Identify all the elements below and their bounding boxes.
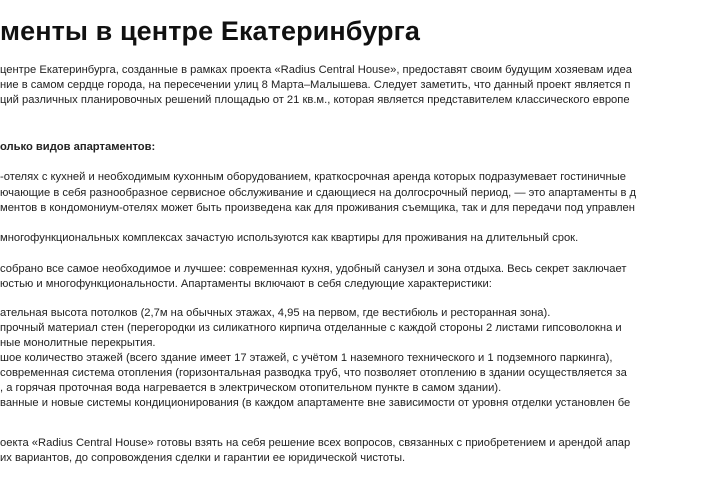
- types-line-1: -отелях с кухней и необходимым кухонным оборудованием, краткосрочная аренда которых подразумевает гостиничные: [0, 171, 626, 183]
- feature-line-4: шое количество этажей (всего здание имеет 17 этажей, с учётом 1 наземного технического и 1 подземного паркинга),: [0, 352, 613, 364]
- closing-line-2: их вариантов, до сопровождения сделки и гарантии ее юридической чистоты.: [0, 452, 406, 464]
- intro-line-1: центре Екатеринбурга, созданные в рамках проекта «Radius Central House», предоставят своим будущим хозяевам идеа: [0, 64, 632, 76]
- feature-line-5: современная система отопления (горизонтальная разводка труб, что позволяет отоплению в здании осуществляется за: [0, 367, 627, 379]
- intro-line-3: ций различных планировочных решений площадью от 21 кв.м., которая является представителем классического европе: [0, 94, 630, 106]
- feature-line-3: ные монолитные перекрытия.: [0, 337, 156, 349]
- features-intro-line-2: юстью и многофункциональности. Апартаменты включают в себя следующие характеристики:: [0, 278, 492, 290]
- closing-line-1: оекта «Radius Central House» готовы взять на себя решение всех вопросов, связанных с приобретением и арендой апар: [0, 437, 631, 449]
- types-line-3: ментов в кондомониум-отелях может быть произведена как для проживания съемщика, так и для передачи под управлен: [0, 202, 635, 214]
- intro-line-2: ние в самом сердце города, на пересечении улиц 8 Марта–Малышева. Следует заметить, что данный проект является п: [0, 79, 631, 91]
- types-heading: олько видов апартаментов:: [0, 141, 156, 153]
- feature-line-1: ательная высота потолков (2,7м на обычных этажах, 4,95 на первом, где вестибюль и ресторанная зона).: [0, 307, 551, 319]
- feature-line-2: прочный материал стен (перегородки из силикатного кирпича отделанные с каждой стороны 2 листами гипсоволокна и: [0, 322, 622, 334]
- types-line-2: ючающие в себя разнообразное сервисное обслуживание и сдающиеся на долгосрочный период, — это апартаменты в д: [0, 187, 637, 199]
- feature-line-7: ванные и новые системы кондиционирования (в каждом апартаменте вне зависимости от уровня отделки установлен бе: [0, 397, 631, 409]
- feature-line-6: , а горячая проточная вода нагревается в электрическом отопительном пункте в самом здании).: [0, 382, 502, 394]
- features-intro-line-1: собрано все самое необходимое и лучшее: современная кухня, удобный санузел и зона отдыха. Весь секрет заключает: [0, 263, 627, 275]
- page-title: менты в центре Екатеринбурга: [0, 16, 421, 46]
- multifunctional-line: многофункциональных комплексах зачастую используются как квартиры для проживания на длительный срок.: [0, 232, 579, 244]
